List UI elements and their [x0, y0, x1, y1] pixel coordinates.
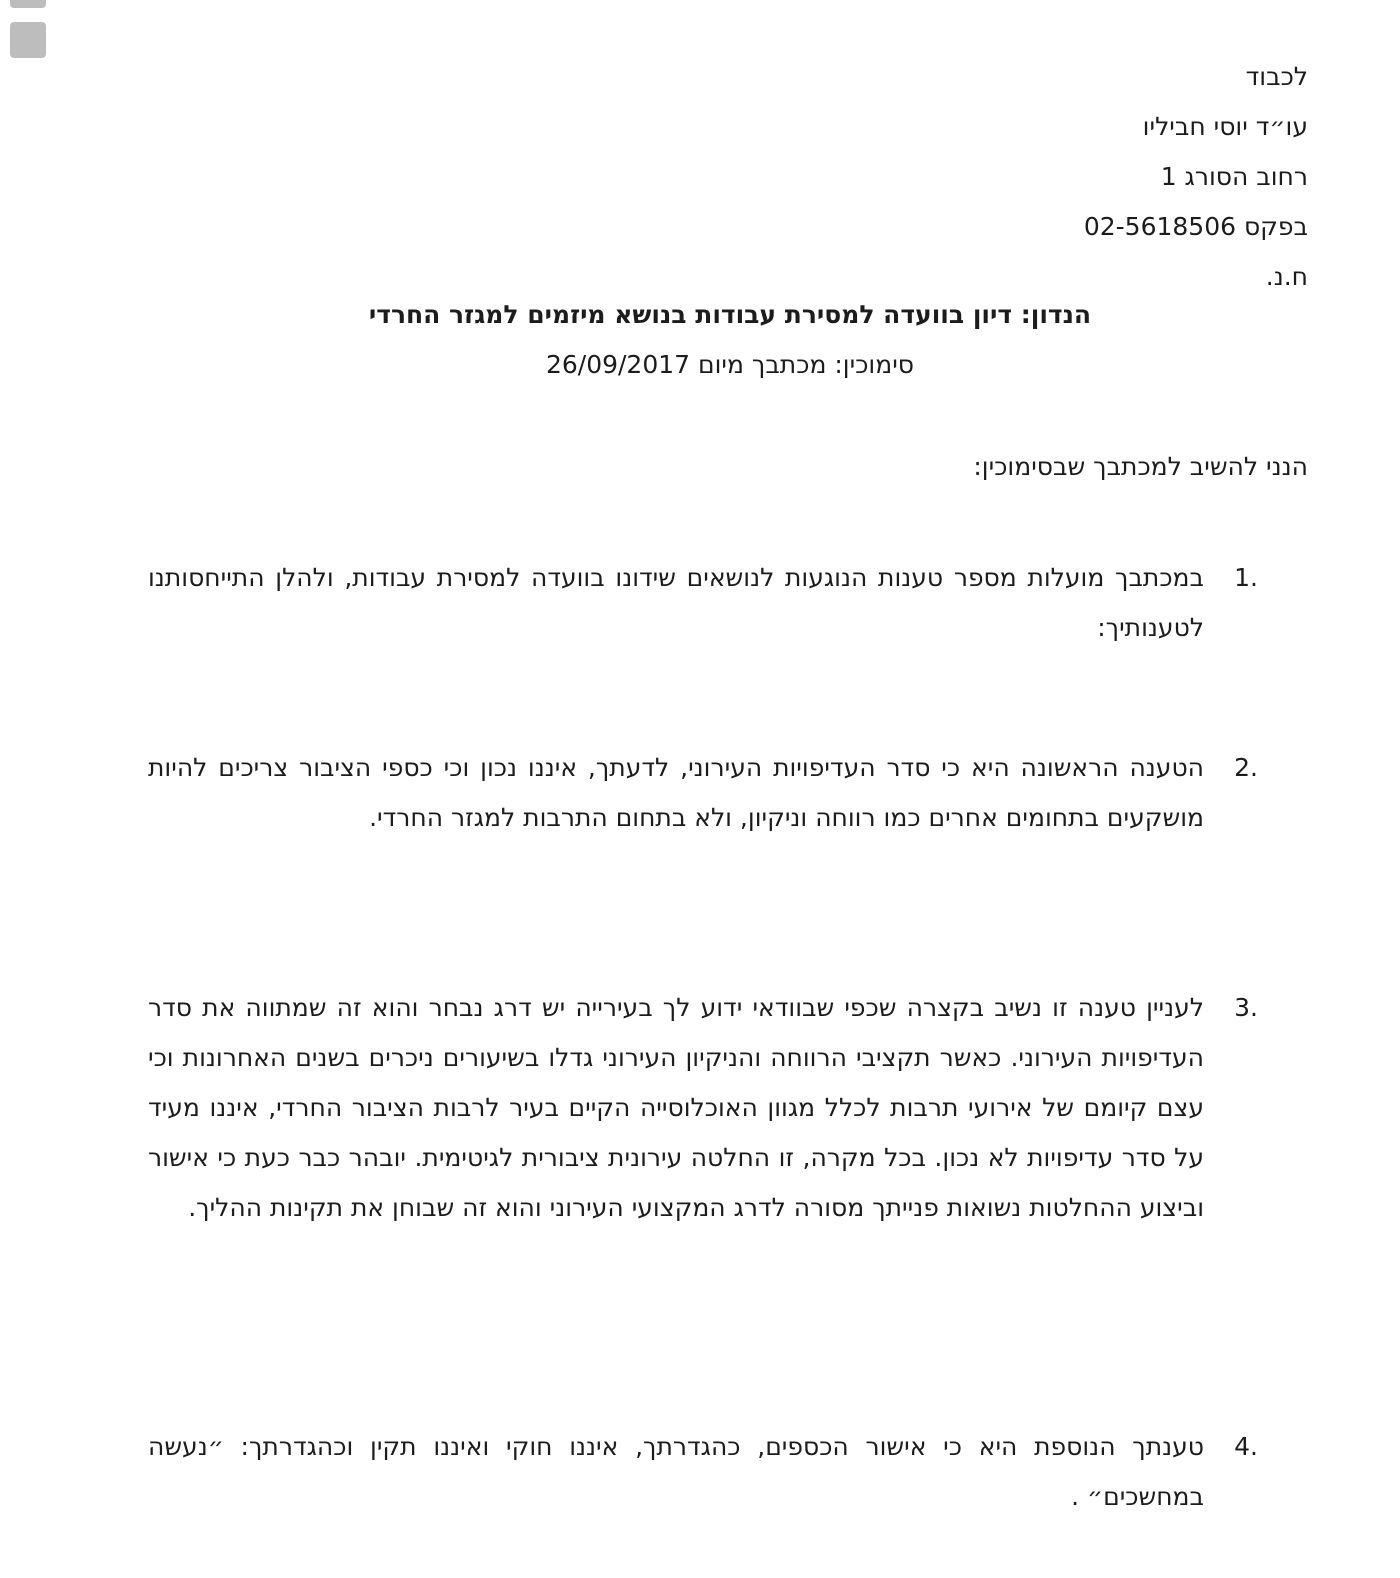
recipient-street: רחוב הסורג 1	[1160, 162, 1308, 191]
scroll-marker-icon	[10, 0, 46, 8]
paragraph-text: לעניין טענה זו נשיב בקצרה שכפי שבוודאי ידוע לך בעירייה יש דרג נבחר והוא זה שמתווה את סדר העדיפויות העירוני. כאשר תקציבי הרווחה והניקיון העירוני גדלו בשיעורים ניכרים בשנים האחרונות וכי עצם קיומם של אירועי תרבות לכלל מגוון האוכלוסייה הקיים בעיר לרבות הציבור החרדי, איננו מעיד על סדר עדיפויות לא נכון. בכל מקרה, זו החלטה עירונית ציבורית לגיטימית. יובהר כבר כעת כי אישור וביצוע ההחלטות נשואות פנייתך מסורה לדרג המקצועי העירוני והוא זה שבוחן את תקינות ההליך.	[148, 993, 1204, 1222]
page-thumbnail-icon	[10, 22, 46, 58]
recipient-address-block	[1084, 52, 1308, 302]
recipient-fax: בפקס 02-5618506	[1083, 212, 1308, 241]
greeting: ח.נ.	[1265, 262, 1308, 291]
numbered-paragraph	[148, 983, 1258, 1233]
paragraph-number: .3	[1234, 993, 1258, 1022]
intro-line: הנני להשיב למכתבך שבסימוכין:	[973, 452, 1308, 481]
paragraph-number: .1	[1234, 563, 1258, 592]
numbered-paragraph	[148, 553, 1258, 653]
salutation: לכבוד	[1245, 62, 1308, 91]
paragraph-number: .4	[1234, 1432, 1258, 1461]
paragraph-number: .2	[1234, 753, 1258, 782]
recipient-name: עו״ד יוסי חביליו	[1142, 112, 1308, 141]
numbered-paragraph	[148, 743, 1258, 843]
reference-line: סימוכין: מכתבך מיום 26/09/2017	[545, 350, 915, 379]
subject-line: הנדון: דיון בוועדה למסירת עבודות בנושא מיזמים למגזר החרדי	[368, 300, 1092, 329]
paragraph-text: טענתך הנוספת היא כי אישור הכספים, כהגדרתך, איננו חוקי ואיננו תקין וכהגדרתך: ״נעשה במחשכים״ .	[148, 1432, 1204, 1511]
numbered-paragraph	[148, 1422, 1258, 1522]
paragraph-text: הטענה הראשונה היא כי סדר העדיפויות העירוני, לדעתך, איננו נכון וכי כספי הציבור צריכים להיות מושקעים בתחומים אחרים כמו רווחה וניקיון, ולא בתחום התרבות למגזר החרדי.	[148, 753, 1204, 832]
paragraph-text: במכתבך מועלות מספר טענות הנוגעות לנושאים שידונו בוועדה למסירת עבודות, ולהלן התייחסותנו לטענותיך:	[148, 563, 1204, 642]
